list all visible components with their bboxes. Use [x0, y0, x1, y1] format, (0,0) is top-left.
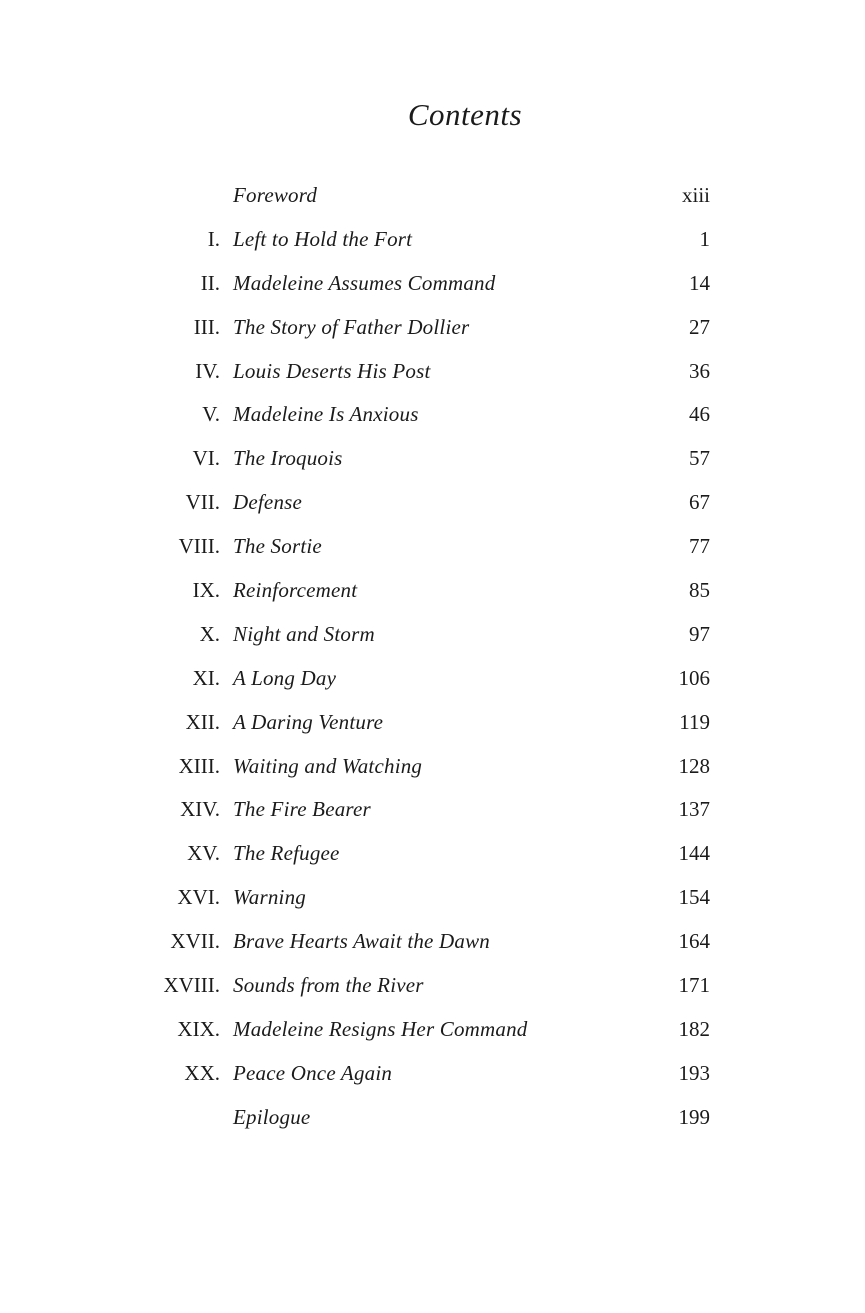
- page-number: 57: [689, 446, 710, 471]
- chapter-title: The Iroquois: [233, 446, 343, 471]
- page-number: 119: [679, 709, 710, 734]
- chapter-numeral: V.: [202, 402, 220, 427]
- toc-entry: [135, 657, 710, 701]
- chapter-numeral: XVIII.: [163, 973, 220, 998]
- toc-entry: [135, 1096, 710, 1140]
- chapter-numeral: XVII.: [170, 929, 220, 954]
- page-title: Contents: [407, 97, 523, 132]
- toc-entry: [135, 174, 710, 218]
- chapter-numeral: XVI.: [177, 885, 220, 910]
- chapter-title: Sounds from the River: [233, 973, 424, 998]
- chapter-title: Brave Hearts Await the Dawn: [233, 929, 490, 954]
- toc-entry: [135, 306, 710, 350]
- chapter-numeral: II.: [200, 270, 220, 295]
- page-number: 85: [689, 578, 710, 603]
- toc-entry: [135, 393, 710, 437]
- chapter-numeral: XV.: [187, 841, 220, 866]
- toc-entry: [135, 1008, 710, 1052]
- chapter-numeral: XIX.: [177, 1016, 220, 1041]
- chapter-title: The Refugee: [233, 841, 340, 866]
- chapter-title: Peace Once Again: [233, 1060, 393, 1085]
- toc-entry: [135, 613, 710, 657]
- toc-entry: [135, 701, 710, 745]
- chapter-title: Defense: [233, 490, 303, 515]
- page-number: 128: [678, 753, 710, 778]
- page-number: 171: [678, 973, 710, 998]
- page-number: 14: [689, 270, 710, 295]
- page-number: 182: [678, 1016, 710, 1041]
- chapter-numeral: XI.: [192, 665, 220, 690]
- page-number: xiii: [681, 183, 710, 207]
- chapter-title: Warning: [233, 885, 306, 910]
- toc-entry: [135, 262, 710, 306]
- page-number: 1: [699, 226, 710, 251]
- chapter-numeral: XIV.: [180, 797, 220, 822]
- page-number: 77: [689, 534, 710, 559]
- toc-entry: [135, 964, 710, 1008]
- chapter-title: Reinforcement: [233, 578, 358, 603]
- toc-entry: [135, 745, 710, 789]
- chapter-numeral: VII.: [185, 490, 220, 515]
- toc-entry: [135, 437, 710, 481]
- chapter-numeral: IV.: [195, 358, 220, 383]
- chapter-numeral: XX.: [184, 1060, 220, 1085]
- chapter-numeral: IX.: [192, 578, 220, 603]
- chapter-numeral: X.: [199, 621, 220, 646]
- page-number: 27: [689, 314, 710, 339]
- chapter-title: Foreword: [233, 183, 318, 207]
- page-number: 46: [689, 402, 710, 427]
- page-number: 97: [689, 621, 710, 646]
- page-number: 106: [678, 665, 710, 690]
- chapter-title: Madeleine Is Anxious: [233, 402, 419, 427]
- chapter-title: A Daring Venture: [233, 709, 384, 734]
- toc-entry: [135, 481, 710, 525]
- toc-entry: [135, 218, 710, 262]
- toc-entry: [135, 788, 710, 832]
- page-number: 137: [678, 797, 710, 822]
- page-number: 154: [678, 885, 710, 910]
- chapter-title: Madeleine Assumes Command: [233, 270, 496, 295]
- chapter-title: The Fire Bearer: [233, 797, 371, 822]
- toc-list: [135, 174, 710, 1140]
- toc-entry: [135, 1052, 710, 1096]
- chapter-title: Epilogue: [233, 1104, 311, 1129]
- page-number: 193: [678, 1060, 710, 1085]
- chapter-numeral: III.: [193, 314, 220, 339]
- chapter-title: Waiting and Watching: [233, 753, 423, 778]
- chapter-title: Madeleine Resigns Her Command: [233, 1016, 528, 1041]
- chapter-title: The Story of Father Dollier: [233, 314, 470, 339]
- chapter-numeral: VI.: [192, 446, 220, 471]
- toc-entry: [135, 920, 710, 964]
- chapter-numeral: VIII.: [178, 534, 220, 559]
- chapter-title: Night and Storm: [233, 621, 375, 646]
- toc-entry: [135, 876, 710, 920]
- toc-entry: [135, 569, 710, 613]
- chapter-numeral: I.: [207, 226, 220, 251]
- page-number: 36: [689, 358, 710, 383]
- toc-entry: [135, 832, 710, 876]
- chapter-title: Left to Hold the Fort: [233, 226, 413, 251]
- chapter-title: Louis Deserts His Post: [233, 358, 431, 383]
- page-number: 67: [689, 490, 710, 515]
- chapter-numeral: XII.: [185, 709, 220, 734]
- page-number: 199: [678, 1104, 710, 1129]
- chapter-title: A Long Day: [233, 665, 337, 690]
- page-number: 164: [678, 929, 710, 954]
- title-wrap: [135, 97, 710, 133]
- toc-entry: [135, 525, 710, 569]
- chapter-title: The Sortie: [233, 534, 322, 559]
- chapter-numeral: XIII.: [178, 753, 220, 778]
- toc-entry: [135, 350, 710, 394]
- page-number: 144: [678, 841, 710, 866]
